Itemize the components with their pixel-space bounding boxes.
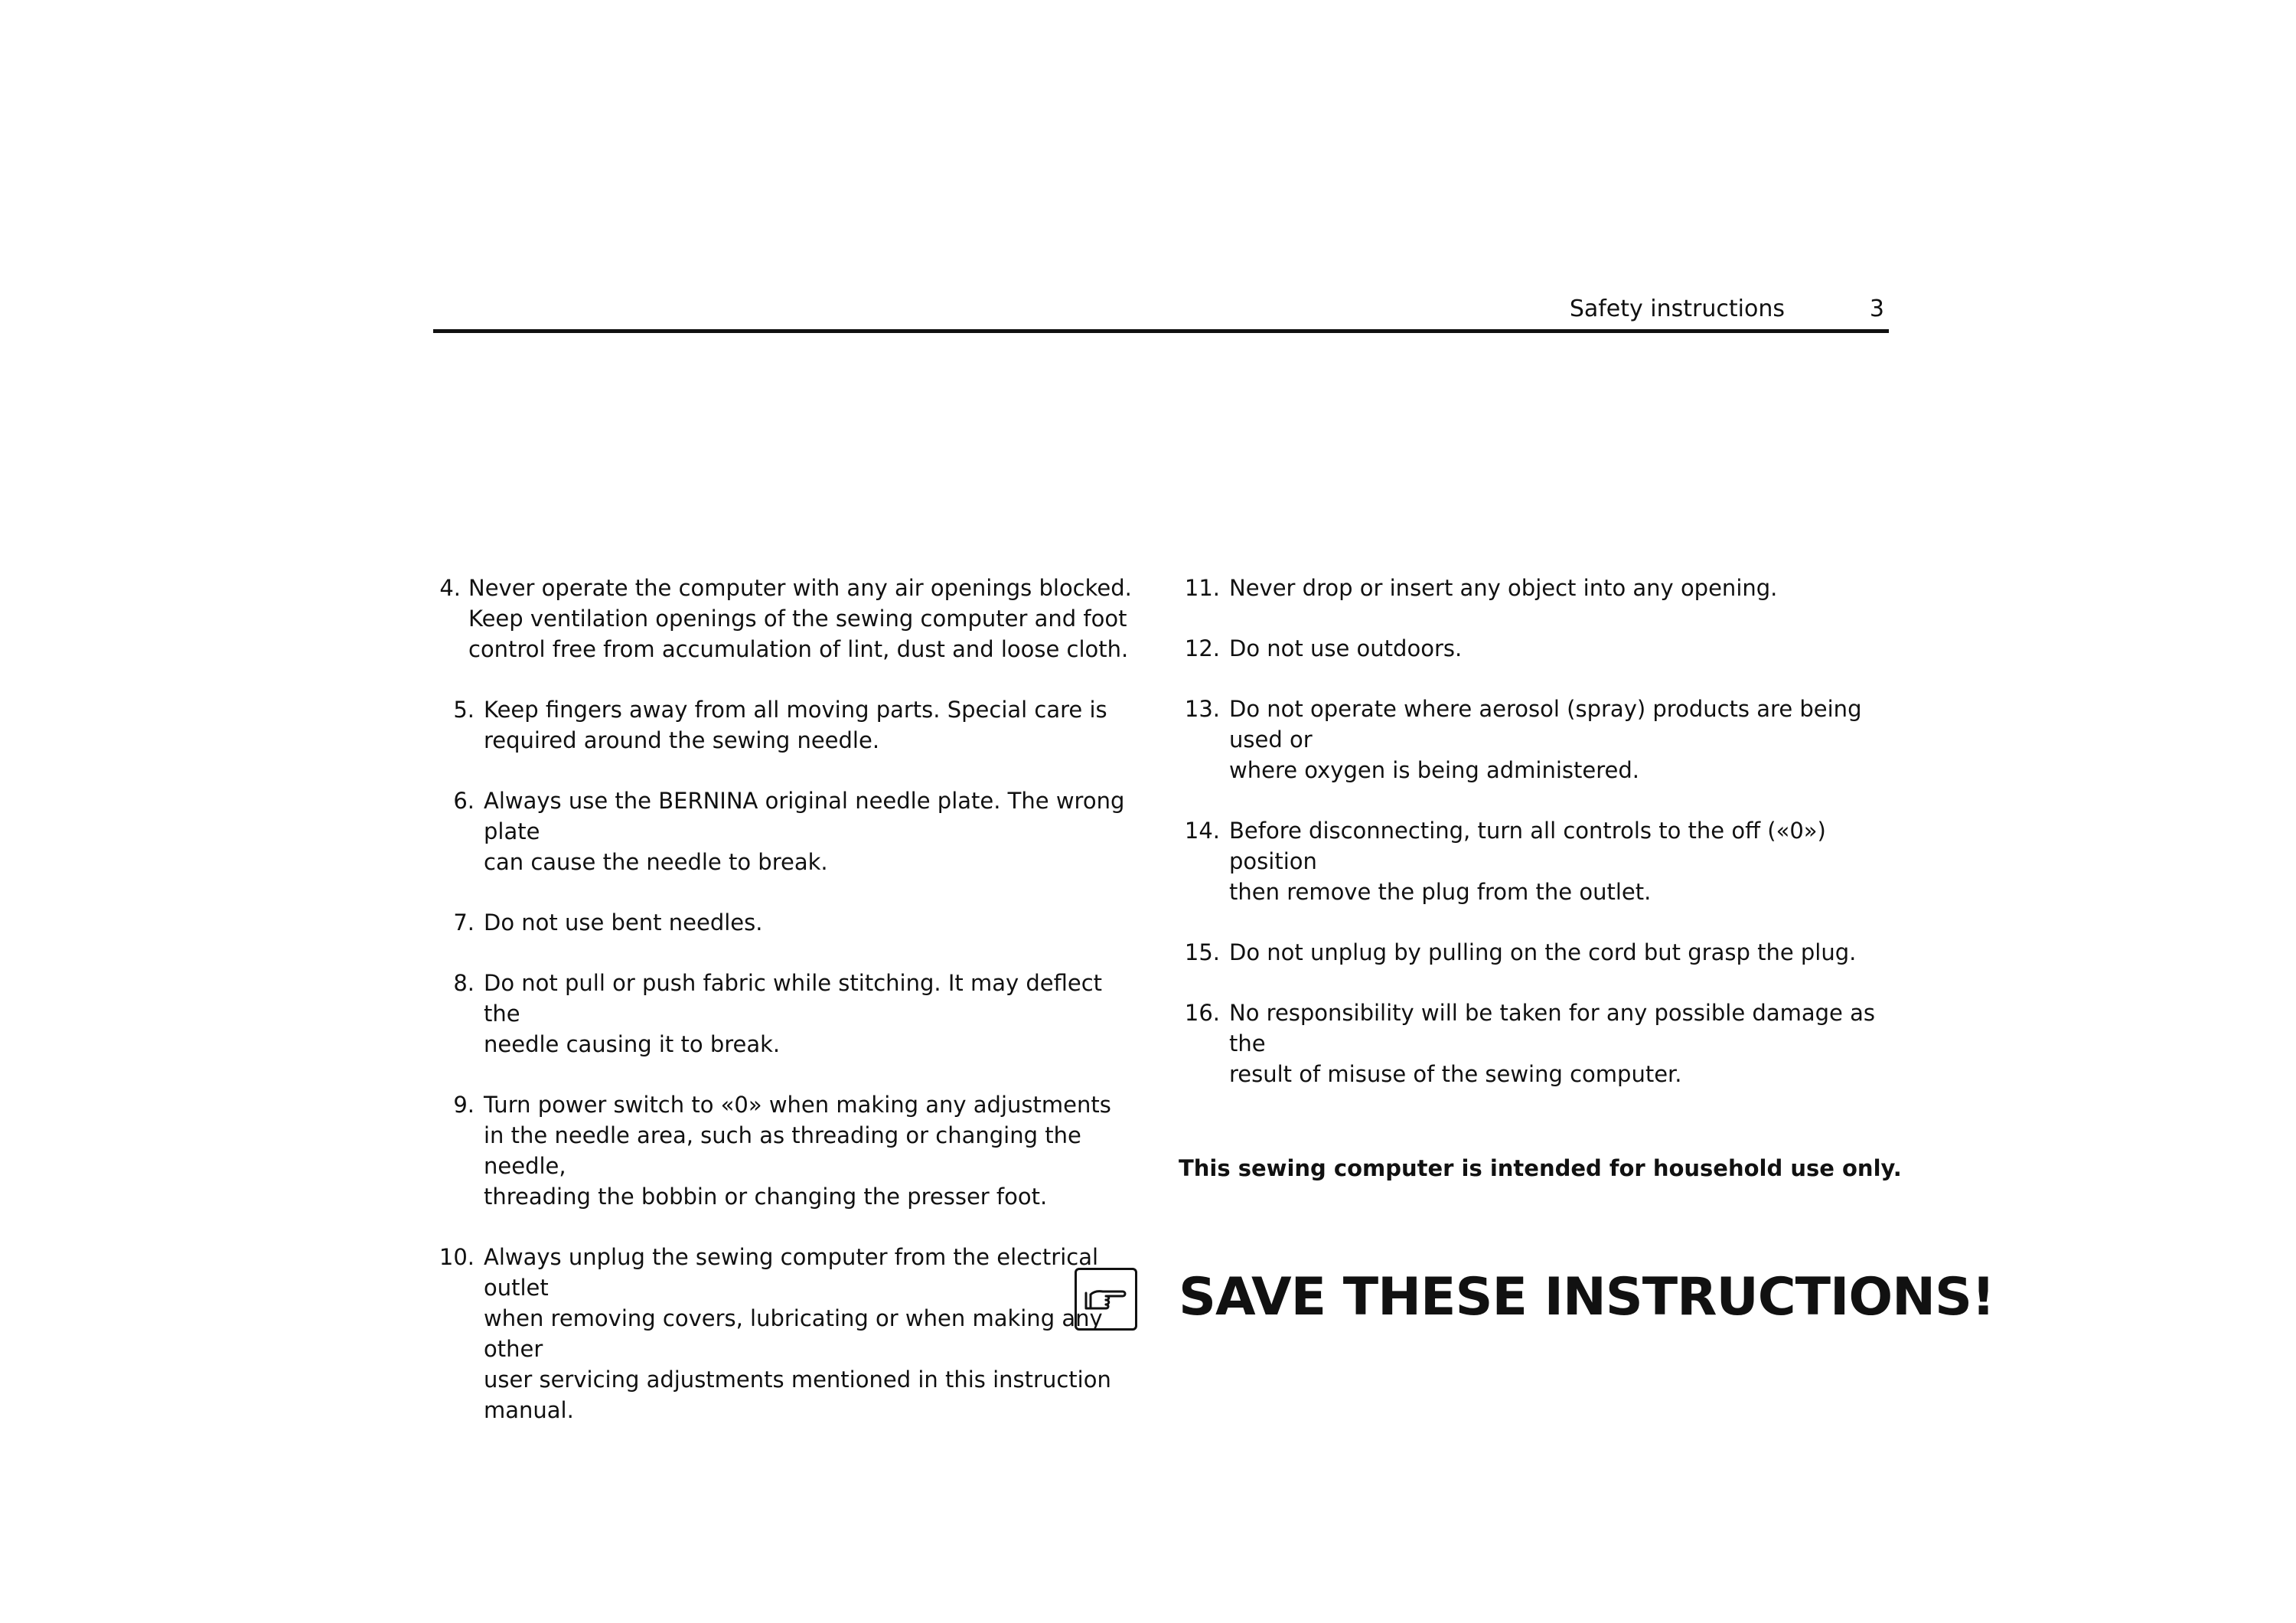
list-item [433,968,1145,1060]
pointing-hand-icon [1075,1268,1137,1331]
list-item [433,907,1145,938]
item-number: 15. [1184,939,1220,965]
item-text: No responsibility will be taken for any possible damage as the result of misuse of the sewing computer. [1229,1000,1875,1087]
list-item [1179,633,1890,664]
item-number: 14. [1184,818,1220,844]
page-number: 3 [1869,296,1884,322]
item-number: 8. [453,970,475,996]
item-text: Always unplug the sewing computer from the electrical outlet when removing covers, lubricating or when making any other user servicing adjustments mentioned in this instruction manual. [484,1244,1111,1423]
item-number: 5. [453,697,475,723]
save-instructions-heading: SAVE THESE INSTRUCTIONS! [1179,1267,1995,1327]
item-text: Never drop or insert any object into any opening. [1229,575,1778,601]
item-text: Never operate the computer with any air openings blocked. Keep ventilation openings of the sewing computer and foot control free from accumulation of lint, dust and loose cloth. [468,575,1132,662]
item-text: Turn power switch to «0» when making any adjustments in the needle area, such as threading or changing the needle, threading the bobbin or changing the presser foot. [484,1092,1111,1210]
list-item [433,694,1145,756]
item-text: Always use the BERNINA original needle plate. The wrong plate can cause the needle to break. [484,788,1125,875]
item-text: Do not use bent needles. [484,909,763,936]
right-column [1179,573,1890,1119]
item-number: 12. [1184,635,1220,661]
item-text: Do not pull or push fabric while stitching. It may deflect the needle causing it to break. [484,970,1103,1057]
page-header [433,289,1889,331]
item-number: 7. [453,909,475,936]
pointing-hand-glyph [1083,1284,1129,1314]
item-text: Keep fingers away from all moving parts. Special care is required around the sewing needle. [484,697,1107,753]
item-number: 9. [453,1092,475,1118]
item-text: Do not use outdoors. [1229,635,1463,661]
list-item [1179,937,1890,968]
item-number: 16. [1184,1000,1220,1026]
section-title: Safety instructions [1569,296,1785,322]
item-number: 10. [439,1244,475,1270]
list-item [433,785,1145,877]
list-item [433,1242,1145,1425]
list-item [1179,694,1890,785]
list-item [433,573,1145,665]
item-number: 4. [439,575,461,601]
item-number: 11. [1184,575,1220,601]
left-column [433,573,1145,1455]
list-item [433,1089,1145,1212]
header-rule [433,329,1889,333]
item-number: 6. [453,788,475,814]
item-text: Do not operate where aerosol (spray) products are being used or where oxygen is being administered. [1229,696,1862,783]
household-use-note: This sewing computer is intended for household use only. [1179,1155,1902,1181]
item-text: Do not unplug by pulling on the cord but grasp the plug. [1229,939,1857,965]
list-item [1179,815,1890,907]
list-item [1179,998,1890,1089]
list-item [1179,573,1890,603]
item-text: Before disconnecting, turn all controls to the off («0») position then remove the plug from the outlet. [1229,818,1826,905]
item-number: 13. [1184,696,1220,722]
